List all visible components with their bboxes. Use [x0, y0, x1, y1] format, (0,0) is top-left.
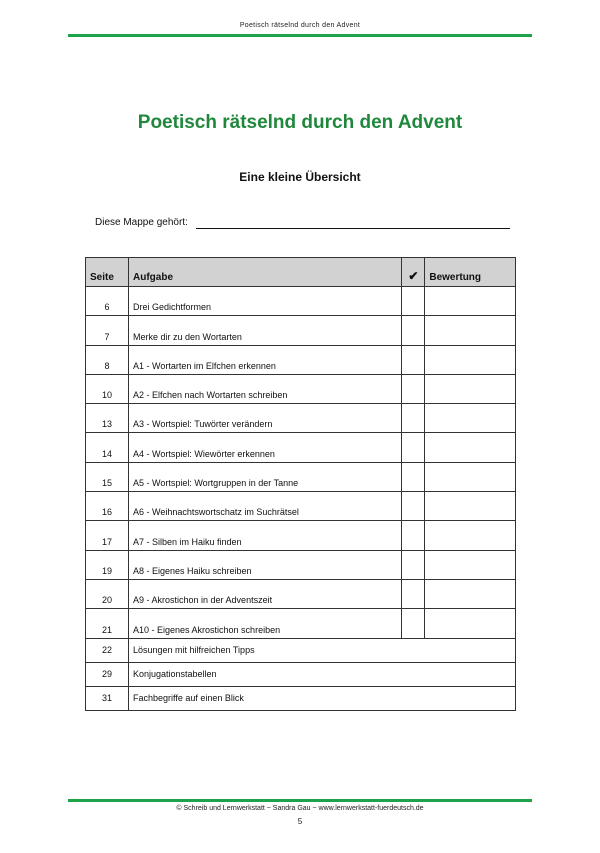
- overview-table: [85, 257, 516, 711]
- row-task: A10 - Eigenes Akrostichon schreiben: [129, 609, 402, 638]
- row-rating-field[interactable]: [425, 609, 516, 638]
- row-checkbox[interactable]: [402, 287, 425, 316]
- page-title: Poetisch rätselnd durch den Advent: [137, 112, 463, 133]
- table-row: [86, 345, 516, 374]
- row-rating-field[interactable]: [425, 433, 516, 462]
- row-rating-field[interactable]: [425, 579, 516, 608]
- row-task: A6 - Weihnachtswortschatz im Suchrätsel: [129, 492, 402, 521]
- owner-name-line[interactable]: [196, 228, 510, 229]
- checkmark-icon: ✔: [402, 258, 425, 287]
- table-row: [86, 287, 516, 316]
- row-task: A4 - Wortspiel: Wiewörter erkennen: [129, 433, 402, 462]
- row-page-number: 19: [86, 550, 129, 579]
- row-page-number: 10: [86, 374, 129, 403]
- row-rating-field[interactable]: [425, 374, 516, 403]
- row-checkbox[interactable]: [402, 374, 425, 403]
- row-rating-field[interactable]: [425, 521, 516, 550]
- row-task: Merke dir zu den Wortarten: [129, 316, 402, 345]
- row-page-number: 6: [86, 287, 129, 316]
- page-subtitle: Eine kleine Übersicht: [239, 170, 361, 184]
- row-checkbox[interactable]: [402, 345, 425, 374]
- row-rating-field[interactable]: [425, 316, 516, 345]
- table-row: [86, 316, 516, 345]
- row-task: Drei Gedichtformen: [129, 287, 402, 316]
- table-row: [86, 433, 516, 462]
- row-rating-field[interactable]: [425, 462, 516, 491]
- table-row: [86, 462, 516, 491]
- page-number: 5: [297, 817, 303, 826]
- row-page-number: 29: [86, 662, 129, 686]
- row-page-number: 7: [86, 316, 129, 345]
- footer-credit: © Schreib und Lernwerkstatt ~ Sandra Gau ~ www.lernwerkstatt-fuerdeutsch.de: [176, 805, 424, 812]
- row-page-number: 15: [86, 462, 129, 491]
- row-page-number: 16: [86, 492, 129, 521]
- footer-rule: [68, 799, 532, 802]
- row-page-number: 31: [86, 686, 129, 710]
- row-rating-field[interactable]: [425, 492, 516, 521]
- row-checkbox[interactable]: [402, 433, 425, 462]
- table-row: [86, 638, 516, 662]
- row-task: A7 - Silben im Haiku finden: [129, 521, 402, 550]
- table-row: [86, 609, 516, 638]
- row-task: A8 - Eigenes Haiku schreiben: [129, 550, 402, 579]
- row-page-number: 13: [86, 404, 129, 433]
- row-task: A2 - Elfchen nach Wortarten schreiben: [129, 374, 402, 403]
- row-checkbox[interactable]: [402, 462, 425, 491]
- row-rating-field[interactable]: [425, 345, 516, 374]
- header-rule: [68, 34, 532, 37]
- row-page-number: 14: [86, 433, 129, 462]
- row-checkbox[interactable]: [402, 579, 425, 608]
- table-row: [86, 662, 516, 686]
- row-rating-field[interactable]: [425, 287, 516, 316]
- row-checkbox[interactable]: [402, 492, 425, 521]
- table-row: [86, 579, 516, 608]
- row-task: A1 - Wortarten im Elfchen erkennen: [129, 345, 402, 374]
- row-task: Konjugationstabellen: [129, 662, 516, 686]
- row-checkbox[interactable]: [402, 404, 425, 433]
- row-task: Lösungen mit hilfreichen Tipps: [129, 638, 516, 662]
- row-page-number: 8: [86, 345, 129, 374]
- column-header-bewertung: Bewertung: [425, 258, 516, 287]
- row-checkbox[interactable]: [402, 550, 425, 579]
- table-row: [86, 686, 516, 710]
- table-row: [86, 492, 516, 521]
- row-page-number: 21: [86, 609, 129, 638]
- table-row: [86, 404, 516, 433]
- row-checkbox[interactable]: [402, 521, 425, 550]
- row-task: A9 - Akrostichon in der Adventszeit: [129, 579, 402, 608]
- owner-label: Diese Mappe gehört:: [95, 217, 188, 228]
- column-header-aufgabe: Aufgabe: [129, 258, 402, 287]
- table-header-row: [86, 258, 516, 287]
- row-checkbox[interactable]: [402, 609, 425, 638]
- table-row: [86, 374, 516, 403]
- row-page-number: 22: [86, 638, 129, 662]
- column-header-seite: Seite: [86, 258, 129, 287]
- running-header: Poetisch rätselnd durch den Advent: [239, 22, 361, 29]
- row-task: A3 - Wortspiel: Tuwörter verändern: [129, 404, 402, 433]
- table-body: [86, 287, 516, 711]
- row-task: A5 - Wortspiel: Wortgruppen in der Tanne: [129, 462, 402, 491]
- row-rating-field[interactable]: [425, 404, 516, 433]
- row-checkbox[interactable]: [402, 316, 425, 345]
- row-rating-field[interactable]: [425, 550, 516, 579]
- row-page-number: 17: [86, 521, 129, 550]
- row-task: Fachbegriffe auf einen Blick: [129, 686, 516, 710]
- table-row: [86, 550, 516, 579]
- row-page-number: 20: [86, 579, 129, 608]
- table-row: [86, 521, 516, 550]
